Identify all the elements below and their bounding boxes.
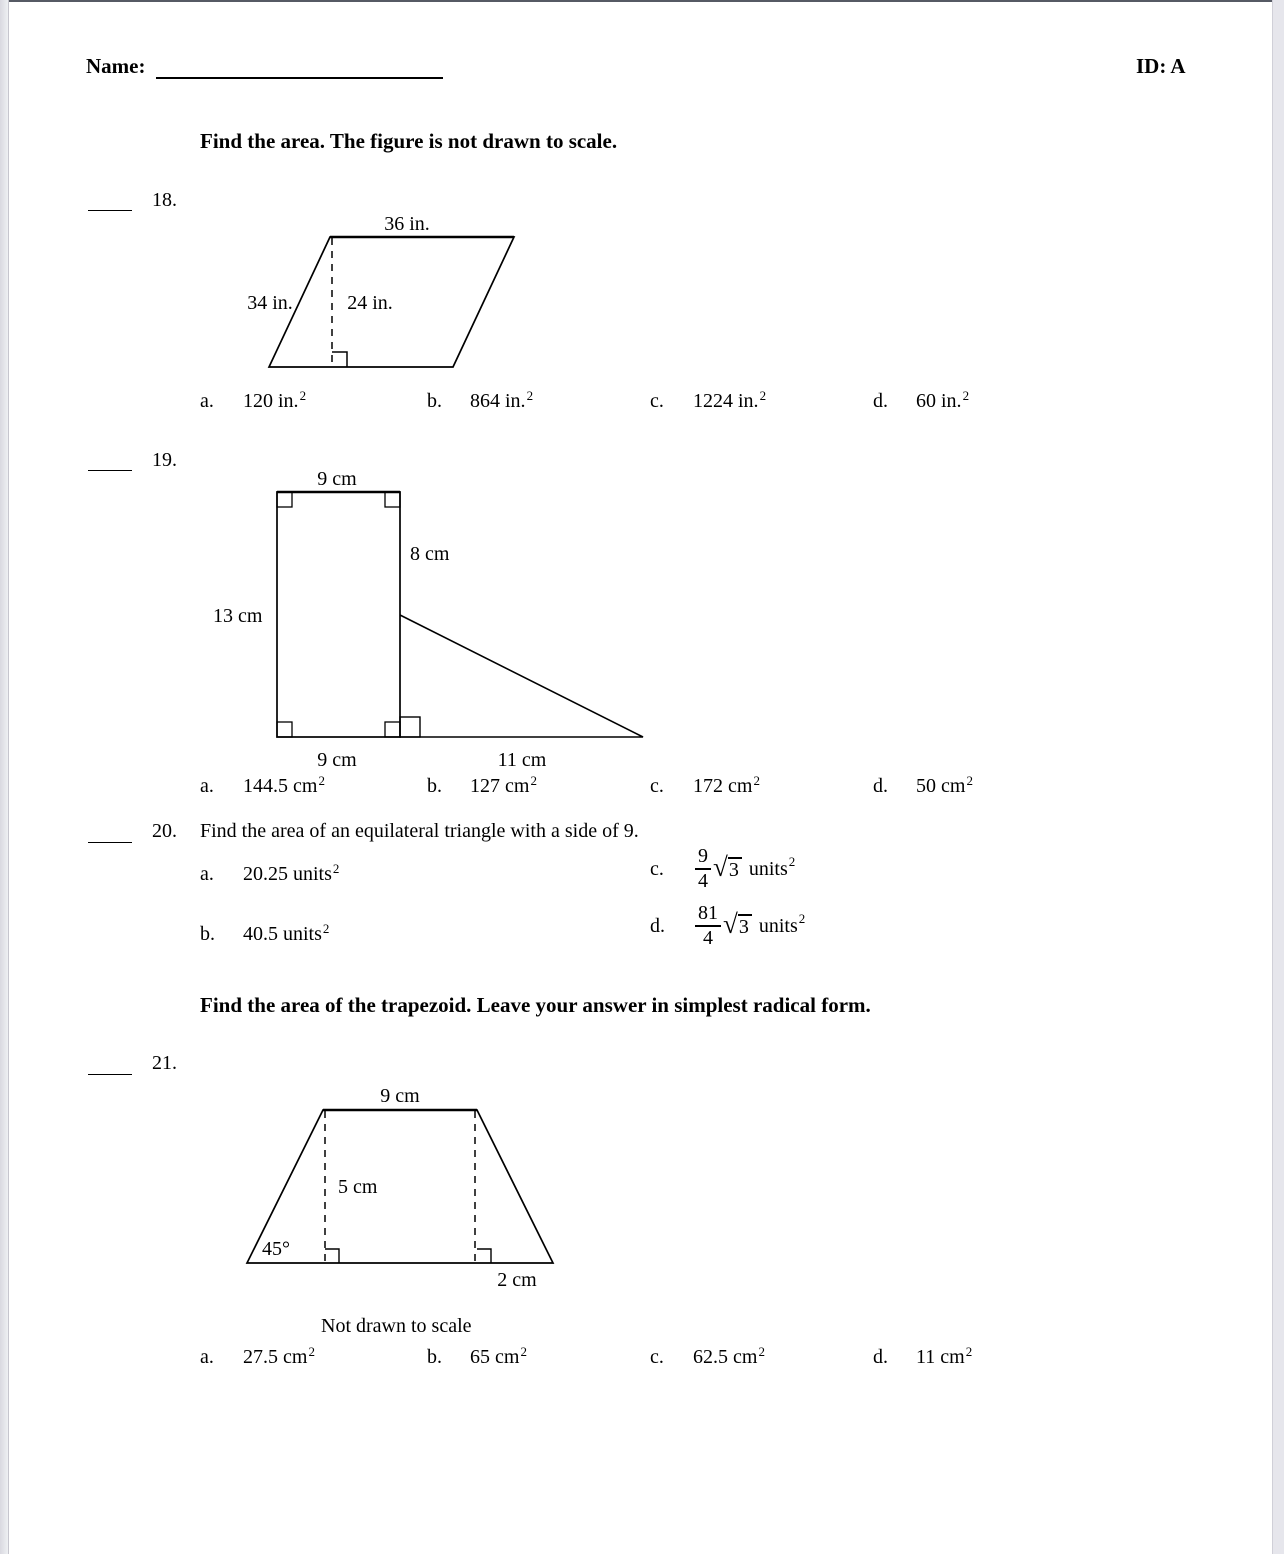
rectangle-outline [277, 492, 400, 737]
choice-letter: d. [873, 390, 888, 412]
right-angle-mark [277, 492, 292, 507]
q19-choice-b [427, 775, 537, 798]
choice-value: 144.5 cm [243, 775, 318, 797]
q18-choice-d [873, 390, 969, 413]
page-right-gutter [1272, 0, 1284, 1554]
section1-heading: Find the area. The figure is not drawn to scale. [200, 129, 618, 153]
q21-choice-d [873, 1346, 972, 1369]
q18-choice-a [200, 390, 306, 413]
right-angle-mark [385, 492, 400, 507]
choice-letter: c. [650, 775, 664, 797]
choice-sup: 2 [965, 1344, 973, 1359]
q18-side-label: 34 in. [247, 292, 293, 314]
choice-letter: d. [650, 914, 665, 937]
q20-choice-d [650, 903, 805, 949]
choice-sup: 2 [308, 1344, 315, 1359]
choice-letter: c. [650, 390, 664, 412]
q21-bottom-label: 2 cm [497, 1269, 537, 1291]
page-left-gutter [0, 0, 9, 1554]
choice-sup: 2 [759, 388, 767, 403]
q19-number: 19. [152, 449, 177, 471]
q19-choice-a [200, 775, 325, 798]
choice-sup: 2 [526, 388, 534, 403]
fraction [695, 903, 721, 949]
section2-heading: Find the area of the trapezoid. Leave your answer in simplest radical form. [200, 993, 871, 1017]
choice-letter: c. [650, 1346, 664, 1368]
choice-sup: 2 [322, 921, 330, 936]
q18-choice-b [427, 390, 533, 413]
q21-choice-a [200, 1346, 315, 1369]
choice-value: 60 in. [916, 390, 962, 412]
q21-number: 21. [152, 1052, 177, 1074]
choice-sup: 2 [798, 911, 806, 926]
right-angle-mark [277, 722, 292, 737]
radical-sign: √ [713, 852, 728, 882]
fraction-denominator: 4 [698, 870, 708, 892]
choice-value: 120 in. [243, 390, 299, 412]
q20-choice-c [650, 846, 795, 892]
q20-choice-a [200, 863, 339, 886]
q21-angle-label: 45° [262, 1238, 290, 1260]
choice-value: 127 cm [470, 775, 530, 797]
fraction-numerator: 9 [695, 846, 711, 870]
choice-sup: 2 [788, 854, 796, 869]
q20-number: 20. [152, 820, 177, 842]
radical-sign: √ [723, 909, 738, 939]
fraction-denominator: 4 [703, 927, 713, 949]
choice-letter: d. [873, 1346, 888, 1368]
q18-top-label: 36 in. [384, 213, 430, 235]
choice-letter: a. [200, 390, 214, 412]
q18-height-label: 24 in. [347, 292, 393, 314]
choice-value: 20.25 units [243, 863, 332, 885]
choice-value: 62.5 cm [693, 1346, 758, 1368]
q20-choice-b [200, 923, 329, 946]
right-angle-mark [385, 722, 400, 737]
fraction [695, 846, 711, 892]
choice-letter: b. [200, 923, 215, 945]
right-angle-mark [477, 1249, 491, 1263]
q21-scale-note: Not drawn to scale [321, 1315, 472, 1337]
choice-value: 172 cm [693, 775, 753, 797]
choice-letter: b. [427, 1346, 442, 1368]
q21-choice-b [427, 1346, 527, 1369]
choice-letter: a. [200, 1346, 214, 1368]
right-angle-mark [325, 1249, 339, 1263]
q19-choice-c [650, 775, 760, 798]
right-angle-mark [332, 352, 347, 367]
choice-value: 50 cm [916, 775, 966, 797]
choice-value: 1224 in. [693, 390, 759, 412]
choice-sup: 2 [758, 1344, 765, 1359]
choice-value: 11 cm [916, 1346, 965, 1368]
choice-sup: 2 [318, 773, 325, 788]
choice-value: 27.5 cm [243, 1346, 308, 1368]
q19-right-label: 8 cm [410, 543, 450, 565]
choice-value: 40.5 units [243, 923, 322, 945]
id-label: ID: A [1136, 54, 1186, 78]
choice-value: units [748, 857, 788, 880]
name-blank-line [156, 56, 443, 79]
q19-bottom-right-label: 11 cm [497, 749, 547, 771]
q20-stem: Find the area of an equilateral triangle with a side of 9. [200, 820, 639, 842]
choice-value: units [758, 914, 798, 937]
q18-number: 18. [152, 189, 177, 211]
fraction-numerator: 81 [695, 903, 721, 927]
right-angle-mark [400, 717, 420, 737]
radicand: 3 [738, 914, 752, 939]
choice-letter: b. [427, 390, 442, 412]
q21-choice-c [650, 1346, 765, 1369]
choice-letter: c. [650, 857, 664, 880]
choice-value: 65 cm [470, 1346, 520, 1368]
choice-sup: 2 [753, 773, 760, 788]
choice-sup: 2 [332, 861, 340, 876]
q18-parallelogram-figure [240, 200, 530, 375]
name-label: Name: [86, 54, 146, 78]
triangle-outline [400, 615, 643, 737]
choice-sup: 2 [530, 773, 537, 788]
q19-bottom-left-label: 9 cm [317, 749, 357, 771]
radicand: 3 [728, 857, 742, 882]
choice-letter: a. [200, 775, 214, 797]
radical [723, 909, 752, 939]
q19-top-label: 9 cm [317, 468, 357, 490]
q18-choice-c [650, 390, 766, 413]
choice-sup: 2 [520, 1344, 527, 1359]
choice-letter: a. [200, 863, 214, 885]
radical [713, 852, 742, 882]
trapezoid-outline [247, 1110, 553, 1263]
choice-letter: d. [873, 775, 888, 797]
q18-answer-blank [88, 190, 132, 211]
q20-answer-blank [88, 822, 132, 843]
q19-choice-d [873, 775, 973, 798]
q19-answer-blank [88, 450, 132, 471]
choice-sup: 2 [962, 388, 970, 403]
q21-trapezoid-figure [230, 1075, 575, 1300]
q21-top-label: 9 cm [380, 1085, 420, 1107]
choice-sup: 2 [966, 773, 973, 788]
choice-letter: b. [427, 775, 442, 797]
choice-value: 864 in. [470, 390, 526, 412]
q19-left-label: 13 cm [213, 605, 263, 627]
q19-composite-figure [210, 465, 670, 773]
choice-sup: 2 [299, 388, 307, 403]
q21-height-label: 5 cm [338, 1176, 378, 1198]
q21-answer-blank [88, 1054, 132, 1075]
page-top-border [0, 0, 1284, 2]
